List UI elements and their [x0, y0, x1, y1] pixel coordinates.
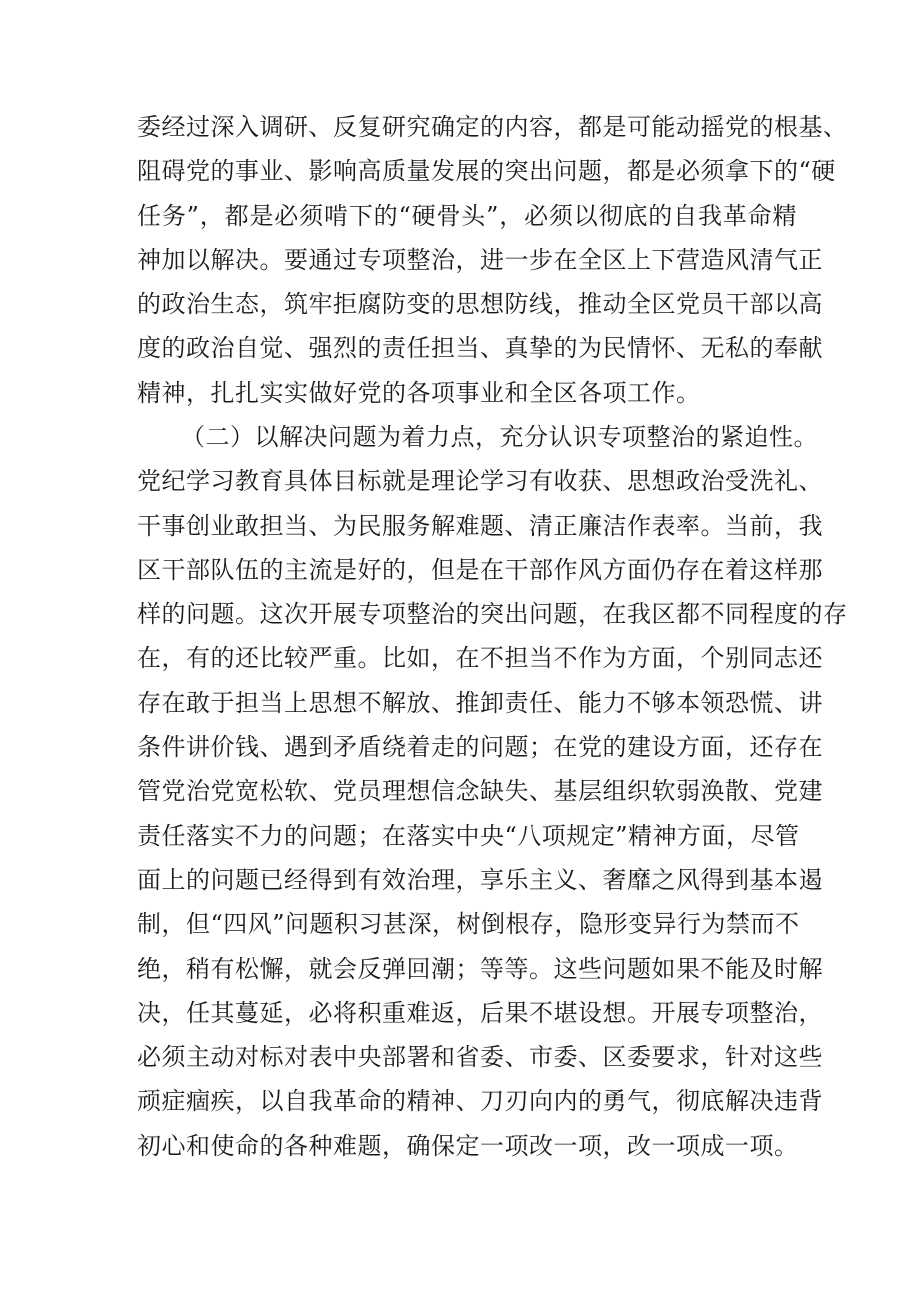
- text-line: 顽症痼疾，以自我革命的精神、刀刃向内的勇气，彻底解决违背: [137, 1087, 823, 1116]
- text-line: 在，有的还比较严重。比如，在不担当不作为方面，个别同志还: [137, 644, 823, 673]
- text-line: 存在敢于担当上思想不解放、推卸责任、能力不够本领恐慌、讲: [137, 688, 823, 717]
- text-line: 制，但“四风”问题积习甚深，树倒根存，隐形变异行为禁而不: [137, 910, 800, 939]
- text-line: 精神，扎扎实实做好党的各项事业和全区各项工作。: [137, 378, 701, 407]
- text-line: 绝，稍有松懈，就会反弹回潮；等等。这些问题如果不能及时解: [137, 954, 823, 983]
- text-line: 的政治生态，筑牢拒腐防变的思想防线，推动全区党员干部以高: [137, 290, 823, 319]
- text-line: 度的政治自觉、强烈的责任担当、真挚的为民情怀、无私的奉献: [137, 334, 823, 363]
- text-line: （二）以解决问题为着力点，充分认识专项整治的紧迫性。: [181, 423, 818, 451]
- text-line: 责任落实不力的问题；在落实中央“八项规定”精神方面，尽管: [137, 821, 800, 850]
- text-line: 干事创业敢担当、为民服务解难题、清正廉洁作表率。当前，我: [137, 511, 823, 540]
- text-line: 条件讲价钱、遇到矛盾绕着走的问题；在党的建设方面，还存在: [137, 733, 823, 762]
- text-line: 管党治党宽松软、党员理想信念缺失、基层组织软弱涣散、党建: [137, 777, 823, 806]
- paragraph-2: [137, 415, 848, 1168]
- text-line: 委经过深入调研、反复研究确定的内容，都是可能动摇党的根基、: [137, 113, 848, 141]
- text-line: 阻碍党的事业、影响高质量发展的突出问题，都是必须拿下的“硬: [137, 157, 836, 186]
- text-line: 必须主动对标对表中央部署和省委、市委、区委要求，针对这些: [137, 1043, 823, 1072]
- text-line: 区干部队伍的主流是好的，但是在干部作风方面仍存在着这样那: [137, 555, 823, 584]
- text-line: 党纪学习教育具体目标就是理论学习有收获、思想政治受洗礼、: [137, 467, 823, 496]
- text-line: 初心和使命的各种难题，确保定一项改一项，改一项成一项。: [137, 1131, 799, 1160]
- text-line: 面上的问题已经得到有效治理，享乐主义、奢靡之风得到基本遏: [137, 865, 823, 894]
- text-line: 决，任其蔓延，必将积重难返，后果不堪设想。开展专项整治，: [137, 998, 823, 1027]
- paragraph-1: [137, 105, 848, 415]
- text-line: 神加以解决。要通过专项整治，进一步在全区上下营造风清气正: [137, 245, 823, 274]
- text-line: 样的问题。这次开展专项整治的突出问题，在我区都不同程度的存: [137, 600, 848, 629]
- text-line: 任务”，都是必须啃下的“硬骨头”，必须以彻底的自我革命精: [137, 201, 797, 230]
